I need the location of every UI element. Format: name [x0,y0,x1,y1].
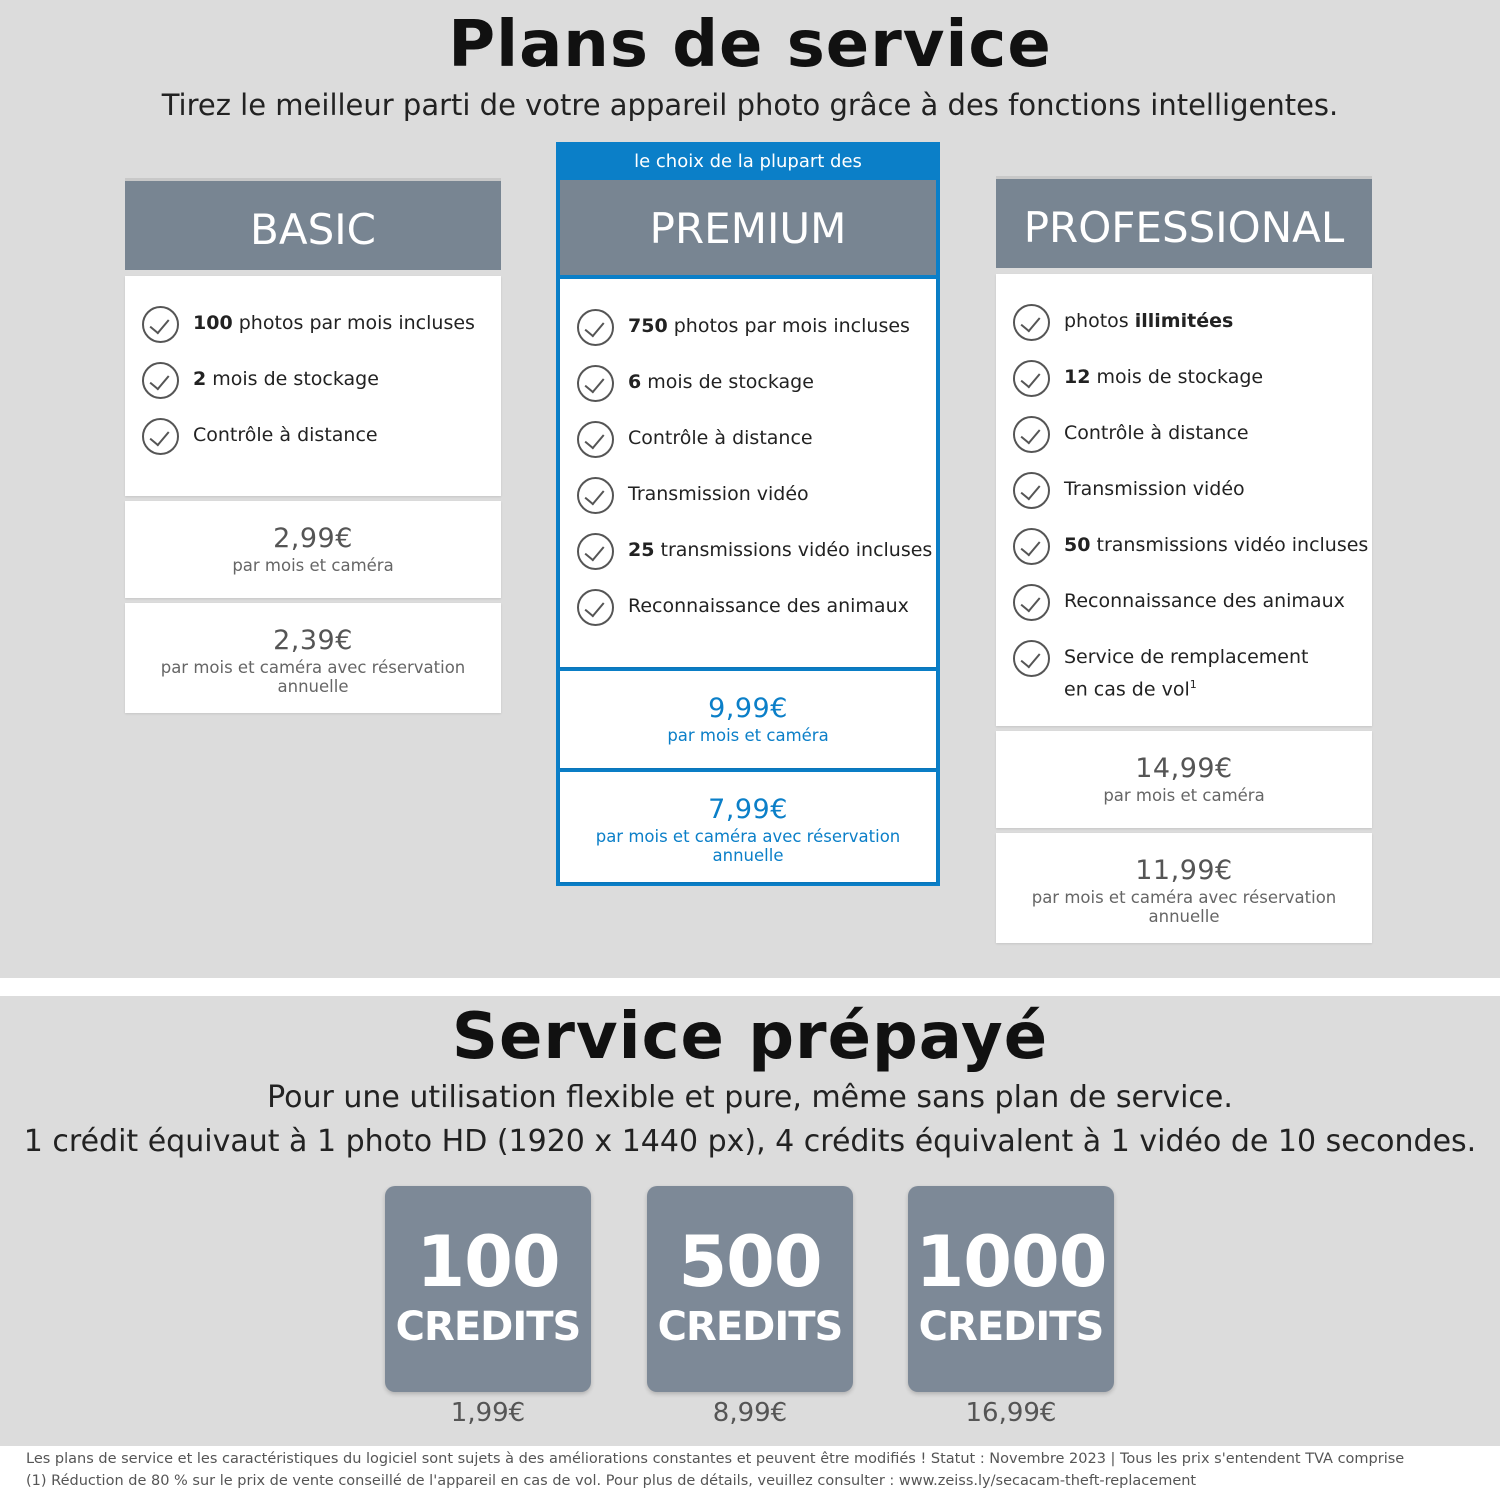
price-value: 7,99€ [708,794,788,825]
price-annual [560,772,936,882]
credit-pack-500[interactable] [647,1186,853,1392]
feature-text: mois de stockage [206,368,379,390]
feature-text: Transmission vidéo [628,483,809,505]
check-circle-icon [1013,304,1050,341]
feature-text: Contrôle à distance [1064,422,1249,444]
feature-highlight: 100 [193,312,233,334]
credit-pack-1000[interactable] [908,1186,1114,1392]
price-value: 14,99€ [1135,753,1233,784]
check-circle-icon [1013,416,1050,453]
footnote-marker: 1 [1189,678,1197,691]
feature-text: Contrôle à distance [628,427,813,449]
feature-text: photos par mois incluses [232,312,475,334]
plan-card-premium[interactable] [556,142,940,886]
credit-amount: 100 [416,1221,560,1303]
check-circle-icon [577,533,614,570]
list-item [577,421,936,477]
feature-text: Service de remplacement en cas de vol [1064,646,1309,701]
credit-amount: 500 [678,1221,822,1303]
price-value: 2,39€ [273,625,353,656]
credit-amount: 1000 [915,1221,1107,1303]
price-value: 11,99€ [1135,855,1233,886]
credit-pack-100[interactable] [385,1186,591,1392]
check-circle-icon [577,421,614,458]
price-monthly [996,731,1372,828]
list-item [1013,472,1372,528]
list-item [577,309,936,365]
feature-list [560,279,936,667]
list-item [1013,360,1372,416]
credit-unit: CREDITS [657,1304,843,1350]
feature-list [125,276,501,496]
list-item [577,533,936,589]
list-item [577,477,936,533]
plan-name: BASIC [125,178,501,270]
price-annual [125,603,501,713]
feature-text: Transmission vidéo [1064,478,1245,500]
price-note: par mois et caméra avec réservation annuelle [1031,888,1337,926]
feature-highlight: 750 [628,315,668,337]
plan-card-professional[interactable] [996,176,1372,943]
list-item [142,362,501,418]
feature-text: Contrôle à distance [193,424,378,446]
check-circle-icon [1013,584,1050,621]
price-monthly [125,501,501,598]
feature-text: transmissions vidéo incluses [1090,534,1369,556]
check-circle-icon [1013,472,1050,509]
credit-price: 16,99€ [965,1398,1057,1428]
list-item [1013,640,1372,704]
check-circle-icon [142,418,179,455]
prepaid-description: Pour une utilisation flexible et pure, même sans plan de service. [267,1080,1233,1115]
list-item [1013,528,1372,584]
price-value: 2,99€ [273,523,353,554]
list-item [1013,584,1372,640]
prepaid-credit-info: 1 crédit équivaut à 1 photo HD (1920 x 1440 px), 4 crédits équivalent à 1 vidéo de 10 secondes. [23,1124,1477,1159]
plan-name: PROFESSIONAL [996,176,1372,268]
feature-highlight: 6 [628,371,642,393]
price-monthly [560,671,936,768]
price-note: par mois et caméra avec réservation annuelle [160,658,466,696]
recommended-ribbon: le choix de la plupart des [634,151,862,172]
feature-text: photos [1064,310,1135,332]
feature-list [996,274,1372,726]
footnote-theft-replacement: (1) Réduction de 80 % sur le prix de vente conseillé de l'appareil en cas de vol. Pour plus de détails, veuillez consulter : www.zeiss.ly/secacam-theft-replacement [26,1473,1197,1489]
feature-highlight: 25 [628,539,655,561]
feature-text: Reconnaissance des animaux [1064,590,1345,612]
credit-unit: CREDITS [395,1304,581,1350]
list-item [1013,304,1372,360]
list-item [142,306,501,362]
plan-name: PREMIUM [560,180,936,275]
feature-text: mois de stockage [641,371,814,393]
feature-text: Reconnaissance des animaux [628,595,909,617]
list-item [577,365,936,421]
price-annual [996,833,1372,943]
feature-text: transmissions vidéo incluses [654,539,933,561]
prepaid-title: Service prépayé [451,1000,1049,1074]
list-item [142,418,501,474]
check-circle-icon [1013,360,1050,397]
plans-subtitle: Tirez le meilleur parti de votre appareil photo grâce à des fonctions intelligentes. [161,88,1339,122]
check-circle-icon [577,365,614,402]
feature-text: photos par mois incluses [667,315,910,337]
price-note: par mois et caméra [667,726,829,745]
check-circle-icon [577,589,614,626]
plan-card-basic[interactable] [125,178,501,713]
feature-text: mois de stockage [1090,366,1264,388]
price-value: 9,99€ [708,693,788,724]
list-item [577,589,936,645]
check-circle-icon [1013,640,1050,677]
footnote-terms: Les plans de service et les caractéristiques du logiciel sont sujets à des améliorations constantes et peuvent être modifiés ! Statut : Novembre 2023 | Tous les prix s'entendent TVA comprise [26,1451,1405,1467]
price-note: par mois et caméra [232,556,394,575]
price-note: par mois et caméra [1103,786,1265,805]
feature-highlight: 2 [193,368,207,390]
list-item [1013,416,1372,472]
check-circle-icon [577,309,614,346]
check-circle-icon [1013,528,1050,565]
credit-price: 1,99€ [450,1398,526,1428]
credit-price: 8,99€ [712,1398,788,1428]
credit-unit: CREDITS [918,1304,1104,1350]
check-circle-icon [142,362,179,399]
feature-highlight: 12 [1064,366,1091,388]
feature-highlight: 50 [1064,534,1091,556]
check-circle-icon [577,477,614,514]
plans-title: Plans de service [448,8,1052,82]
check-circle-icon [142,306,179,343]
price-note: par mois et caméra avec réservation annuelle [595,827,901,865]
feature-highlight: illimitées [1134,310,1234,332]
